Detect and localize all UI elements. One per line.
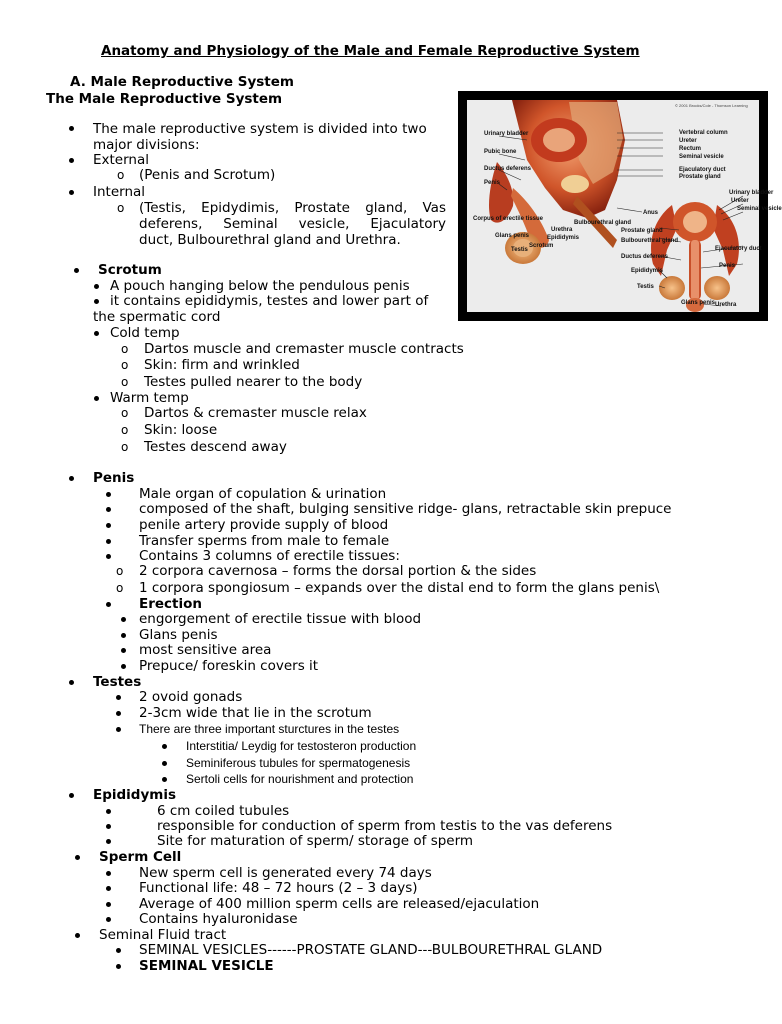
bullet [106,871,111,876]
sub-bullet: o [116,581,124,595]
list-item: Testes pulled nearer to the body [144,374,363,390]
figure-label: Corpus of erectile tissue [473,216,544,222]
figure-label: Urethra [551,227,573,233]
bullet [94,396,99,401]
list-item: A pouch hanging below the pendulous penis [110,278,410,294]
figure-label: Testis [637,284,654,290]
figure-label: Glans penis [495,233,530,239]
bullet [106,523,111,528]
figure-label: Penis [719,263,736,269]
sub-bullet: o [121,342,129,356]
sub-bullet: o [117,201,125,215]
bullet [106,886,111,891]
sub-bullet: o [117,168,125,182]
bullet [121,664,126,669]
intro-text: major divisions: [93,137,200,153]
internal-detail: duct, Bulbourethral gland and Urethra. [139,232,401,248]
bullet [162,744,167,749]
bullet [69,158,74,163]
figure-label: Seminal vesicle [679,154,724,160]
bullet [121,633,126,638]
figure-label: Bulbourethral gland [621,238,678,244]
bullet [116,711,121,716]
list-item: responsible for conduction of sperm from testis to the vas deferens [157,818,613,834]
bullet [94,331,99,336]
list-item: 2 ovoid gonads [139,689,243,705]
list-item: the spermatic cord [93,309,221,325]
bullet [162,777,167,782]
list-item: engorgement of erectile tissue with blood [139,611,422,627]
subsection-heading: The Male Reproductive System [46,91,283,107]
seminal-fluid-heading: Seminal Fluid tract [99,927,227,943]
penis-heading: Penis [93,470,135,486]
bullet [69,126,74,131]
list-item: Skin: firm and wrinkled [144,357,300,373]
figure-label: Rectum [679,146,702,152]
figure-label: Ureter [731,198,749,204]
bullet [69,476,74,481]
bullet [106,492,111,497]
sub-bullet: o [121,358,129,372]
bullet [116,695,121,700]
figure-image-area [467,100,782,312]
list-item: Contains 3 columns of erectile tissues: [139,548,400,564]
list-item: New sperm cell is generated every 74 days [139,865,432,881]
list-item: Dartos & cremaster muscle relax [144,405,367,421]
figure-label: Scrotum [529,243,554,249]
figure-label: Seminal vesicle [737,206,782,212]
bullet [106,824,111,829]
erection-heading: Erection [139,596,203,612]
list-item: Glans penis [139,627,218,643]
warm-temp-label: Warm temp [110,390,189,406]
figure-label: Prostate gland [621,228,663,234]
figure-label: Urinary bladder [484,131,529,137]
bullet [75,855,80,860]
list-item: Average of 400 million sperm cells are released/ejaculation [139,896,540,912]
bullet [116,727,121,732]
sperm-cell-heading: Sperm Cell [99,849,182,865]
bullet [106,809,111,814]
sub-bullet: o [121,440,129,454]
figure-label: Bulbourethral gland [574,220,631,226]
bullet [106,839,111,844]
bullet [106,917,111,922]
list-item: Testes descend away [144,439,287,455]
sub-bullet: o [116,564,124,578]
bullet [121,648,126,653]
figure-label: Prostate gland [679,174,721,180]
figure-label: Epididymis [631,268,664,274]
list-item: Seminiferous tubules for spermatogenesis [186,756,411,770]
figure-label: Glans penis [681,300,716,306]
external-label: External [93,152,150,168]
testes-heading: Testes [93,674,142,690]
bullet [94,299,99,304]
bullet [69,680,74,685]
document-title: Anatomy and Physiology of the Male and Female Reproductive System [101,43,640,59]
list-item: most sensitive area [139,642,272,658]
list-item: penile artery provide supply of blood [139,517,389,533]
figure-label: Anus [643,210,658,216]
figure-label: Ejaculatory duct [715,246,762,252]
cold-temp-label: Cold temp [110,325,180,341]
epididymis-heading: Epididymis [93,787,176,803]
figure-label: Vertebral column [679,130,728,136]
bullet [94,284,99,289]
figure-label: Urethra [715,302,737,308]
bullet [116,964,121,969]
figure-label: Testis [511,247,528,253]
male-anatomy-figure [458,91,782,321]
bullet [106,602,111,607]
figure-label: Ductus deferens [621,254,669,260]
figure-label: Ductus deferens [484,166,532,172]
bullet [106,539,111,544]
section-heading: A. Male Reproductive System [70,74,294,90]
internal-detail: deferens, Seminal vesicle, Ejaculatory [139,216,447,232]
list-item: Male organ of copulation & urination [139,486,387,502]
list-item: it contains epididymis, testes and lower part of [110,293,429,309]
list-item: Sertoli cells for nourishment and protection [186,772,414,786]
sub-bullet: o [121,406,129,420]
scrotum-heading: Scrotum [98,262,162,278]
intro-text: The male reproductive system is divided into two [93,121,427,137]
internal-detail: (Testis, Epidydimis, Prostate gland, Vas [139,200,446,216]
bullet [162,761,167,766]
sub-bullet: o [121,375,129,389]
list-item: Transfer sperms from male to female [139,533,390,549]
list-item: composed of the shaft, bulging sensitive ridge- glans, retractable skin prepuce [139,501,672,517]
list-item: SEMINAL VESICLE [139,958,274,974]
list-item: Contains hyaluronidase [139,911,298,927]
figure-label: Ureter [679,138,697,144]
list-item: Site for maturation of sperm/ storage of sperm [157,833,474,849]
external-detail: (Penis and Scrotum) [139,167,276,183]
list-item: 2-3cm wide that lie in the scrotum [139,705,372,721]
bullet [106,554,111,559]
internal-label: Internal [93,184,146,200]
bullet [106,902,111,907]
bullet [106,507,111,512]
bullet [74,268,79,273]
figure-label: Penis [484,180,501,186]
figure-label: Pubic bone [484,149,517,155]
bullet [69,793,74,798]
list-item: SEMINAL VESICLES------PROSTATE GLAND---BULBOURETHRAL GLAND [139,942,603,958]
figure-label: Urinary bladder [729,190,774,196]
list-item: There are three important sturctures in the testes [139,722,400,736]
list-item: 1 corpora spongiosum – expands over the distal end to form the glans penis\ [139,580,660,596]
list-item: Interstitia/ Leydig for testosteron production [186,739,417,753]
list-item: Prepuce/ foreskin covers it [139,658,319,674]
list-item: Skin: loose [144,422,218,438]
figure-label: Ejaculatory duct [679,167,726,173]
list-item: 2 corpora cavernosa – forms the dorsal portion & the sides [139,563,537,579]
figure-copyright: © 2001 Brooks/Cole - Thomson Learning [675,103,748,108]
sub-bullet: o [121,423,129,437]
bullet [69,190,74,195]
list-item: Functional life: 48 – 72 hours (2 – 3 days) [139,880,418,896]
bullet [75,933,80,938]
bullet [116,948,121,953]
bullet [121,617,126,622]
figure-label: Epididymis [547,235,580,241]
list-item: 6 cm coiled tubules [157,803,290,819]
list-item: Dartos muscle and cremaster muscle contracts [144,341,464,357]
